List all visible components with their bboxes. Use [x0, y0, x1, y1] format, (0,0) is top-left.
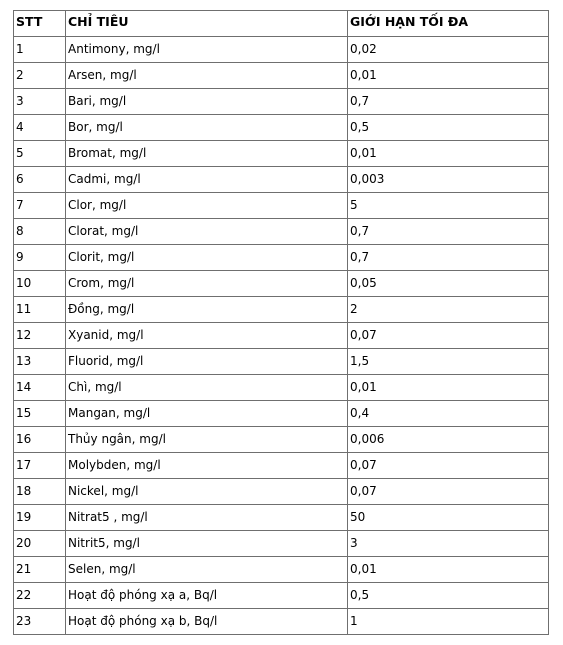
- cell-stt: 9: [14, 245, 66, 271]
- cell-max-limit: 0,07: [348, 453, 549, 479]
- cell-indicator: Selen, mg/l: [66, 557, 348, 583]
- cell-stt: 21: [14, 557, 66, 583]
- cell-stt: 3: [14, 89, 66, 115]
- cell-indicator: Cadmi, mg/l: [66, 167, 348, 193]
- cell-max-limit: 1: [348, 609, 549, 635]
- table-row: [14, 245, 549, 271]
- cell-stt: 20: [14, 531, 66, 557]
- header-stt: STT: [14, 11, 66, 37]
- cell-max-limit: 0,7: [348, 245, 549, 271]
- cell-indicator: Nitrit5, mg/l: [66, 531, 348, 557]
- cell-stt: 19: [14, 505, 66, 531]
- cell-stt: 5: [14, 141, 66, 167]
- cell-stt: 6: [14, 167, 66, 193]
- cell-indicator: Bromat, mg/l: [66, 141, 348, 167]
- table-row: [14, 37, 549, 63]
- table-row: [14, 219, 549, 245]
- table-body: [14, 37, 549, 635]
- cell-indicator: Antimony, mg/l: [66, 37, 348, 63]
- cell-indicator: Thủy ngân, mg/l: [66, 427, 348, 453]
- table-row: [14, 323, 549, 349]
- cell-indicator: Fluorid, mg/l: [66, 349, 348, 375]
- cell-indicator: Bari, mg/l: [66, 89, 348, 115]
- cell-max-limit: 0,006: [348, 427, 549, 453]
- table-row: [14, 141, 549, 167]
- cell-indicator: Crom, mg/l: [66, 271, 348, 297]
- cell-max-limit: 0,5: [348, 583, 549, 609]
- cell-stt: 16: [14, 427, 66, 453]
- cell-max-limit: 0,07: [348, 323, 549, 349]
- cell-stt: 14: [14, 375, 66, 401]
- table-row: [14, 557, 549, 583]
- cell-max-limit: 0,4: [348, 401, 549, 427]
- table-header: [14, 11, 549, 37]
- header-max-limit: GIỚI HẠN TỐI ĐA: [348, 11, 549, 37]
- cell-indicator: Hoạt độ phóng xạ a, Bq/l: [66, 583, 348, 609]
- cell-stt: 2: [14, 63, 66, 89]
- cell-stt: 12: [14, 323, 66, 349]
- table-row: [14, 193, 549, 219]
- cell-max-limit: 0,7: [348, 219, 549, 245]
- cell-indicator: Nitrat5 , mg/l: [66, 505, 348, 531]
- cell-max-limit: 0,07: [348, 479, 549, 505]
- cell-max-limit: 1,5: [348, 349, 549, 375]
- table-row: [14, 427, 549, 453]
- table-row: [14, 479, 549, 505]
- cell-indicator: Chì, mg/l: [66, 375, 348, 401]
- cell-max-limit: 0,003: [348, 167, 549, 193]
- cell-max-limit: 0,5: [348, 115, 549, 141]
- cell-stt: 1: [14, 37, 66, 63]
- cell-indicator: Đồng, mg/l: [66, 297, 348, 323]
- cell-indicator: Arsen, mg/l: [66, 63, 348, 89]
- water-limits-table: [13, 10, 549, 635]
- table-row: [14, 115, 549, 141]
- cell-stt: 15: [14, 401, 66, 427]
- cell-max-limit: 0,7: [348, 89, 549, 115]
- cell-indicator: Clor, mg/l: [66, 193, 348, 219]
- cell-indicator: Clorat, mg/l: [66, 219, 348, 245]
- cell-max-limit: 5: [348, 193, 549, 219]
- cell-indicator: Bor, mg/l: [66, 115, 348, 141]
- cell-indicator: Mangan, mg/l: [66, 401, 348, 427]
- table-row: [14, 453, 549, 479]
- cell-max-limit: 2: [348, 297, 549, 323]
- cell-stt: 11: [14, 297, 66, 323]
- table-row: [14, 271, 549, 297]
- cell-max-limit: 0,01: [348, 63, 549, 89]
- table-row: [14, 167, 549, 193]
- cell-max-limit: 3: [348, 531, 549, 557]
- cell-max-limit: 0,01: [348, 375, 549, 401]
- table-row: [14, 505, 549, 531]
- cell-stt: 17: [14, 453, 66, 479]
- header-row: [14, 11, 549, 37]
- cell-indicator: Hoạt độ phóng xạ b, Bq/l: [66, 609, 348, 635]
- cell-max-limit: 0,02: [348, 37, 549, 63]
- table-row: [14, 401, 549, 427]
- table-row: [14, 531, 549, 557]
- cell-indicator: Xyanid, mg/l: [66, 323, 348, 349]
- table-row: [14, 375, 549, 401]
- cell-max-limit: 0,01: [348, 141, 549, 167]
- cell-indicator: Nickel, mg/l: [66, 479, 348, 505]
- table-row: [14, 583, 549, 609]
- cell-stt: 7: [14, 193, 66, 219]
- cell-stt: 8: [14, 219, 66, 245]
- table-row: [14, 609, 549, 635]
- cell-max-limit: 0,01: [348, 557, 549, 583]
- cell-stt: 23: [14, 609, 66, 635]
- cell-max-limit: 50: [348, 505, 549, 531]
- cell-stt: 13: [14, 349, 66, 375]
- cell-indicator: Clorit, mg/l: [66, 245, 348, 271]
- cell-stt: 10: [14, 271, 66, 297]
- table-row: [14, 63, 549, 89]
- header-indicator: CHỈ TIÊU: [66, 11, 348, 37]
- cell-stt: 18: [14, 479, 66, 505]
- cell-indicator: Molybden, mg/l: [66, 453, 348, 479]
- cell-stt: 4: [14, 115, 66, 141]
- table-row: [14, 297, 549, 323]
- cell-stt: 22: [14, 583, 66, 609]
- table-row: [14, 89, 549, 115]
- cell-max-limit: 0,05: [348, 271, 549, 297]
- table-row: [14, 349, 549, 375]
